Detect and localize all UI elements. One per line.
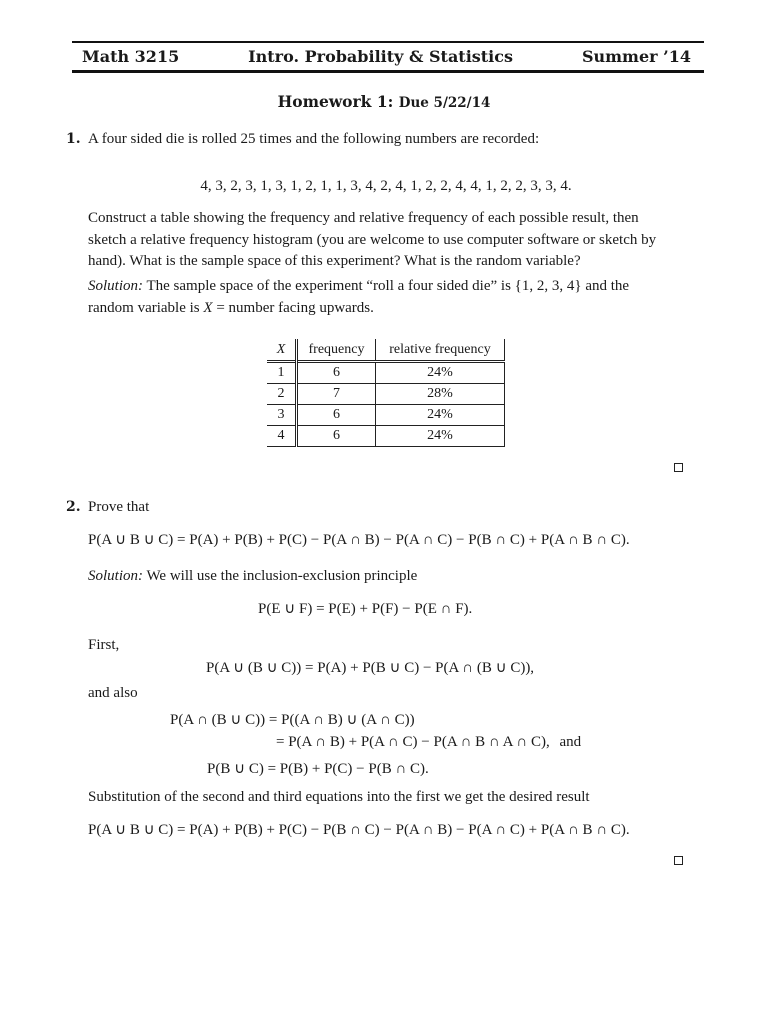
table-cell: 1 xyxy=(267,362,297,384)
table-cell: 6 xyxy=(297,405,376,426)
table-cell: 28% xyxy=(376,384,505,405)
table-header-x: X xyxy=(267,339,297,362)
task-line-2: sketch a relative frequency histogram (you are welcome to use computer software or sketch by xyxy=(88,231,657,248)
problem-1-task xyxy=(88,208,708,273)
table-cell: 24% xyxy=(376,362,505,384)
solution-label: Solution: xyxy=(88,568,143,584)
course-term: Summer ’14 xyxy=(581,47,691,66)
equation-final: P(A ∪ B ∪ C) = P(A) + P(B) + P(C) − P(B ∩ C) − P(A ∩ B) − P(A ∩ C) + P(A ∩ B ∩ C). xyxy=(88,822,630,838)
table-cell: 2 xyxy=(267,384,297,405)
equation-main: P(A ∪ B ∪ C) = P(A) + P(B) + P(C) − P(A ∩ B) − P(A ∩ C) − P(B ∩ C) + P(A ∩ B ∩ C). xyxy=(88,532,630,548)
solution-line-2b: = number facing upwards. xyxy=(212,299,374,316)
solution-line-2a: random variable is xyxy=(88,299,204,316)
and-also-label: and also xyxy=(88,685,138,701)
equation-aligned-3: P(B ∪ C) = P(B) + P(C) − P(B ∩ C). xyxy=(207,761,429,777)
table-cell: 6 xyxy=(297,426,376,447)
problem-2-solution xyxy=(88,566,417,588)
table-row xyxy=(267,384,505,405)
homework-title xyxy=(0,92,768,111)
problem-2-statement: Prove that xyxy=(88,499,150,515)
table-cell: 3 xyxy=(267,405,297,426)
problem-1-solution xyxy=(88,276,708,319)
table-cell: 4 xyxy=(267,426,297,447)
equation-first: P(A ∪ (B ∪ C)) = P(A) + P(B ∪ C) − P(A ∩ (B ∪ C)), xyxy=(206,660,535,676)
table-cell: 6 xyxy=(297,362,376,384)
task-line-3: hand). What is the sample space of this experiment? What is the random variable? xyxy=(88,253,581,269)
equation-aligned-1: P(A ∩ (B ∪ C)) = P((A ∩ B) ∪ (A ∩ C)) xyxy=(170,712,415,728)
substitution-text: Substitution of the second and third equations into the first we get the desired result xyxy=(88,789,590,805)
header-row xyxy=(72,43,704,70)
course-number: Math 3215 xyxy=(82,47,180,66)
table-header-relative-frequency: relative frequency xyxy=(376,339,505,362)
solution-text: We will use the inclusion-exclusion principle xyxy=(143,568,418,584)
table-header-row xyxy=(267,339,505,362)
solution-label: Solution: xyxy=(88,278,143,294)
problem-1-statement: A four sided die is rolled 25 times and the following numbers are recorded: xyxy=(88,131,540,147)
task-line-1: Construct a table showing the frequency and relative frequency of each possible result, then xyxy=(88,210,639,226)
header-bottom-rule xyxy=(72,70,704,73)
equation-inclusion-exclusion: P(E ∪ F) = P(E) + P(F) − P(E ∩ F). xyxy=(258,601,473,617)
solution-line-1: The sample space of the experiment “roll a four sided die” is {1, 2, 3, 4} and the xyxy=(143,278,630,294)
first-label: First, xyxy=(88,637,120,653)
due-date: Due 5/22/14 xyxy=(398,95,491,111)
problem-1-data: 4, 3, 2, 3, 1, 3, 1, 2, 1, 1, 3, 4, 2, 4, 1, 2, 2, 4, 4, 1, 2, 2, 3, 3, 4. xyxy=(200,178,572,194)
table-cell: 7 xyxy=(297,384,376,405)
homework-label: Homework 1: xyxy=(277,92,394,111)
problem-2-number: 2. xyxy=(66,499,81,515)
table-row xyxy=(267,405,505,426)
frequency-table xyxy=(267,339,505,447)
equation-aligned-2-and: and xyxy=(559,734,582,750)
table-cell: 24% xyxy=(376,405,505,426)
equation-aligned-2 xyxy=(276,734,581,751)
table-row xyxy=(267,362,505,384)
problem-1-number: 1. xyxy=(66,131,81,147)
table-cell: 24% xyxy=(376,426,505,447)
course-header xyxy=(72,41,704,73)
course-title: Intro. Probability & Statistics xyxy=(248,47,513,66)
equation-aligned-2-text: = P(A ∩ B) + P(A ∩ C) − P(A ∩ B ∩ A ∩ C), xyxy=(276,734,550,750)
qed-box-icon xyxy=(674,856,683,865)
random-variable-symbol: X xyxy=(203,299,213,316)
qed-box-icon xyxy=(674,463,683,472)
table-row xyxy=(267,426,505,447)
table-header-frequency: frequency xyxy=(297,339,376,362)
